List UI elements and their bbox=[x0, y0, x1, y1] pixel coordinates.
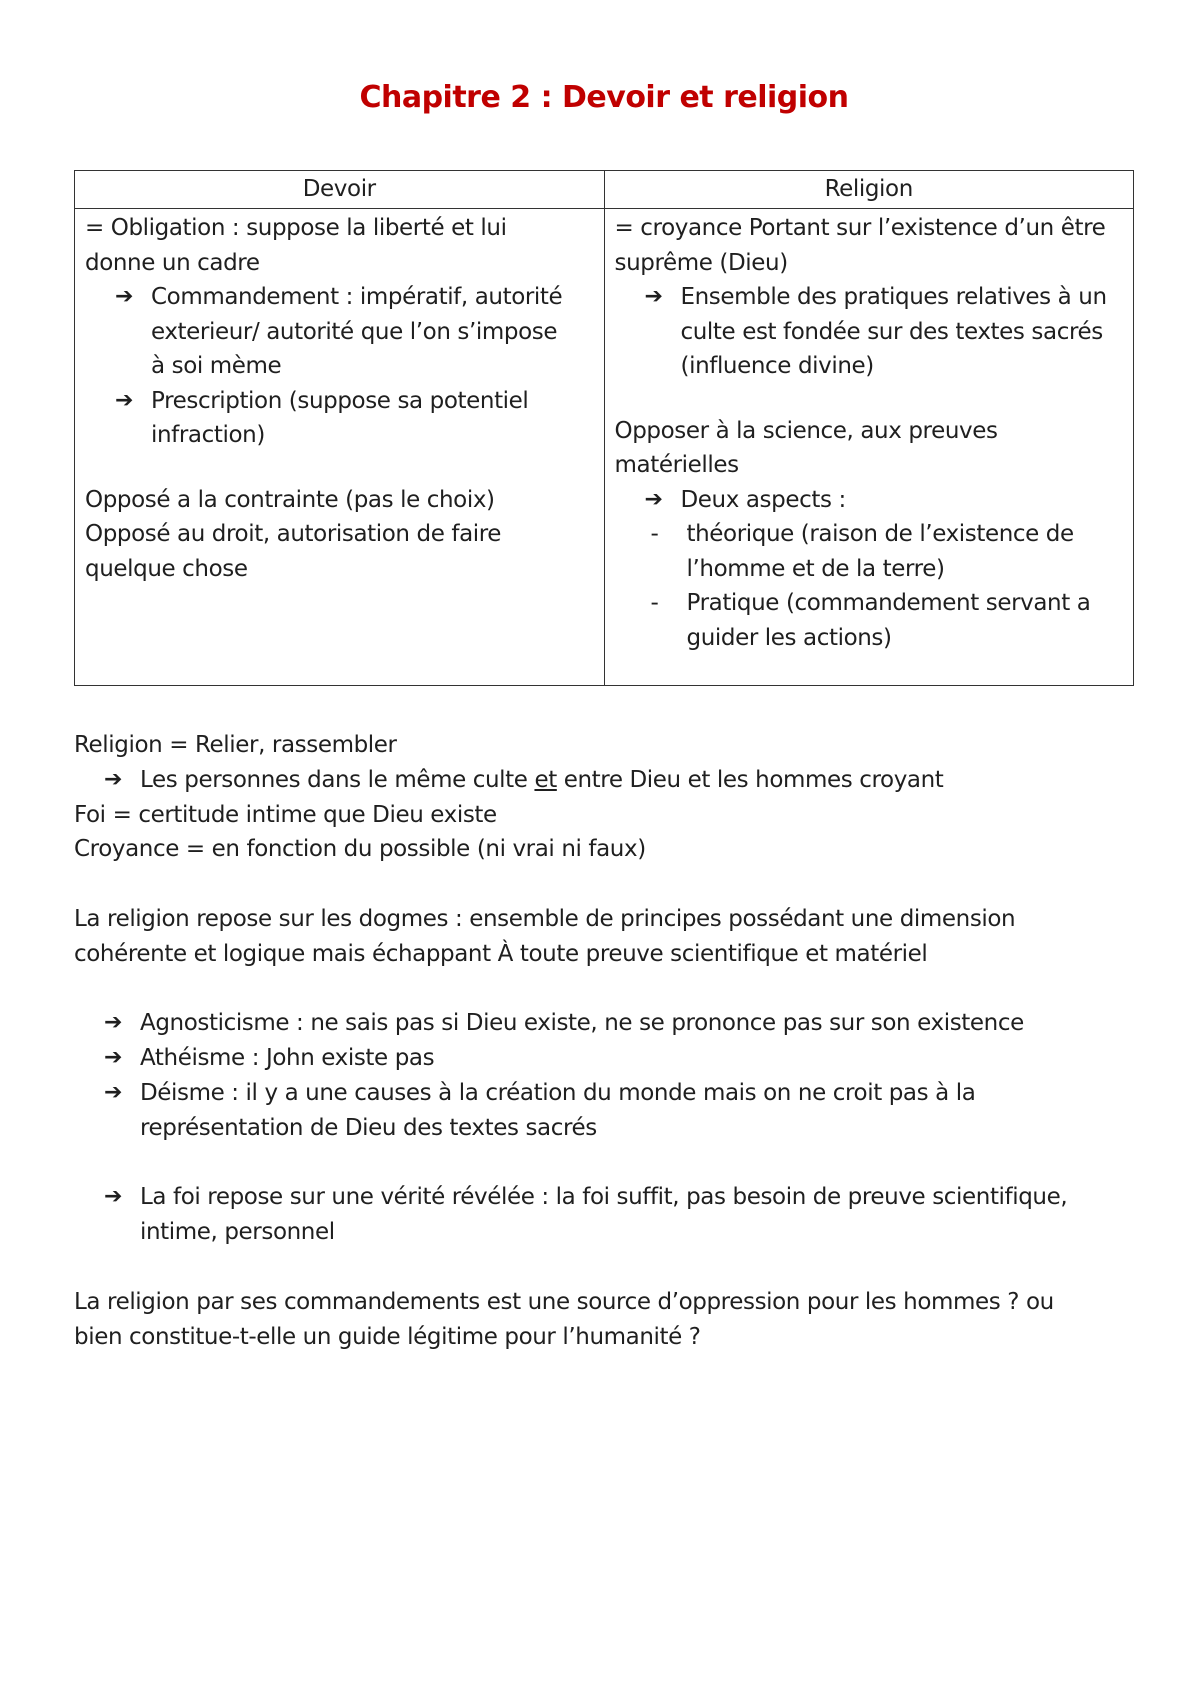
arrow-icon: ➔ bbox=[104, 1045, 123, 1071]
question-line: bien constitue-t-elle un guide légitime pour l’humanité ? bbox=[74, 1323, 701, 1350]
body-arrow-item bbox=[74, 1041, 1134, 1076]
devoir-cell bbox=[75, 209, 605, 686]
table-header-row bbox=[75, 171, 1134, 209]
arrow-item-text: Ensemble des pratiques relatives à un bbox=[680, 284, 1107, 310]
underlined-word: et bbox=[534, 766, 557, 793]
body-arrow-item bbox=[74, 1006, 1134, 1041]
devoir-intro-line: = Obligation : suppose la liberté et lui bbox=[85, 215, 507, 241]
dash-bullet-icon: - bbox=[650, 521, 659, 547]
arrow-item-text: à soi mème bbox=[151, 353, 282, 379]
arrow-icon: ➔ bbox=[104, 766, 123, 792]
spacer bbox=[615, 384, 1124, 414]
spacer bbox=[74, 867, 1134, 902]
page-title: Chapitre 2 : Devoir et religion bbox=[359, 80, 849, 115]
arrow-icon: ➔ bbox=[644, 486, 663, 512]
definition-line: Foi = certitude intime que Dieu existe bbox=[74, 801, 497, 828]
dash-item-text: l’homme et de la terre) bbox=[686, 555, 945, 582]
arrow-item-text: Agnosticisme : ne sais pas si Dieu existe, ne se prononce pas sur son existence bbox=[140, 1010, 1024, 1037]
question-line: La religion par ses commandements est une source d’oppression pour les hommes ? ou bbox=[74, 1288, 1054, 1315]
body-text bbox=[74, 728, 1134, 1354]
spacer bbox=[74, 1146, 1134, 1181]
religion-dash-item bbox=[615, 517, 1124, 586]
religion-opposition-line: Opposer à la science, aux preuves bbox=[614, 417, 998, 444]
dash-item-text: Pratique (commandement servant a bbox=[686, 590, 1091, 616]
religion-arrow-item bbox=[615, 280, 1124, 384]
arrow-item-text: (influence divine) bbox=[680, 353, 874, 379]
arrow-icon: ➔ bbox=[104, 1010, 123, 1036]
religion-cell bbox=[604, 209, 1134, 686]
spacer bbox=[85, 453, 594, 483]
arrow-item-text: représentation de Dieu des textes sacrés bbox=[140, 1114, 597, 1141]
religion-dash-item bbox=[615, 586, 1124, 655]
arrow-icon: ➔ bbox=[644, 284, 663, 309]
paragraph-line: cohérente et logique mais échappant À toute preuve scientifique et matériel bbox=[74, 940, 928, 967]
arrow-item-text: Commandement : impératif, autorité bbox=[151, 284, 563, 310]
dash-item-text: théorique (raison de l’existence de bbox=[686, 521, 1074, 547]
table-row bbox=[75, 209, 1134, 686]
spacer bbox=[74, 972, 1134, 1007]
arrow-item-text: Prescription (suppose sa potentiel bbox=[151, 387, 529, 414]
religion-intro-line: = croyance Portant sur l’existence d’un être bbox=[614, 215, 1106, 241]
paragraph-line: La religion repose sur les dogmes : ensemble de principes possédant une dimension bbox=[74, 905, 1016, 932]
arrow-icon: ➔ bbox=[104, 1184, 123, 1210]
definition-line: Religion = Relier, rassembler bbox=[74, 732, 397, 758]
dash-bullet-icon: - bbox=[650, 590, 659, 616]
arrow-item-text: Athéisme : John existe pas bbox=[140, 1045, 435, 1072]
arrow-icon: ➔ bbox=[115, 284, 134, 309]
arrow-item-text: Déisme : il y a une causes à la création du monde mais on ne croit pas à la bbox=[140, 1079, 976, 1106]
body-arrow-item bbox=[74, 763, 1134, 798]
devoir-intro-line: donne un cadre bbox=[85, 249, 260, 276]
devoir-opposition-line: Opposé a la contrainte (pas le choix) bbox=[85, 486, 495, 513]
arrow-item-text: infraction) bbox=[151, 422, 265, 448]
definition-line: Croyance = en fonction du possible (ni vrai ni faux) bbox=[74, 836, 646, 863]
devoir-opposition-line: quelque chose bbox=[85, 555, 248, 582]
religion-intro-line: suprême (Dieu) bbox=[614, 249, 788, 276]
header-devoir: Devoir bbox=[75, 171, 605, 209]
text-segment: entre Dieu et les hommes croyant bbox=[556, 766, 944, 793]
religion-opposition-line: matérielles bbox=[614, 452, 739, 478]
body-arrow-item bbox=[74, 1180, 1134, 1250]
comparison-table bbox=[74, 170, 1134, 686]
arrow-item-text: Deux aspects : bbox=[680, 486, 846, 513]
body-arrow-item bbox=[74, 1076, 1134, 1146]
arrow-item-text: La foi repose sur une vérité révélée : la foi suffit, pas besoin de preuve scientifique, bbox=[140, 1184, 1068, 1211]
devoir-arrow-item bbox=[85, 280, 594, 384]
arrow-icon: ➔ bbox=[115, 387, 134, 413]
arrow-item-text: exterieur/ autorité que l’on s’impose bbox=[151, 318, 558, 345]
religion-arrow-item bbox=[615, 483, 1124, 518]
dash-item-text: guider les actions) bbox=[686, 624, 892, 651]
arrow-icon: ➔ bbox=[104, 1079, 123, 1105]
spacer bbox=[74, 1250, 1134, 1285]
arrow-item-text bbox=[140, 763, 1134, 798]
text-segment: Les personnes dans le même culte bbox=[140, 766, 535, 793]
header-religion: Religion bbox=[604, 171, 1134, 209]
arrow-item-text: culte est fondée sur des textes sacrés bbox=[680, 318, 1103, 345]
devoir-opposition-line: Opposé au droit, autorisation de faire bbox=[85, 521, 502, 547]
devoir-arrow-item bbox=[85, 384, 594, 453]
arrow-item-text: intime, personnel bbox=[140, 1219, 335, 1246]
